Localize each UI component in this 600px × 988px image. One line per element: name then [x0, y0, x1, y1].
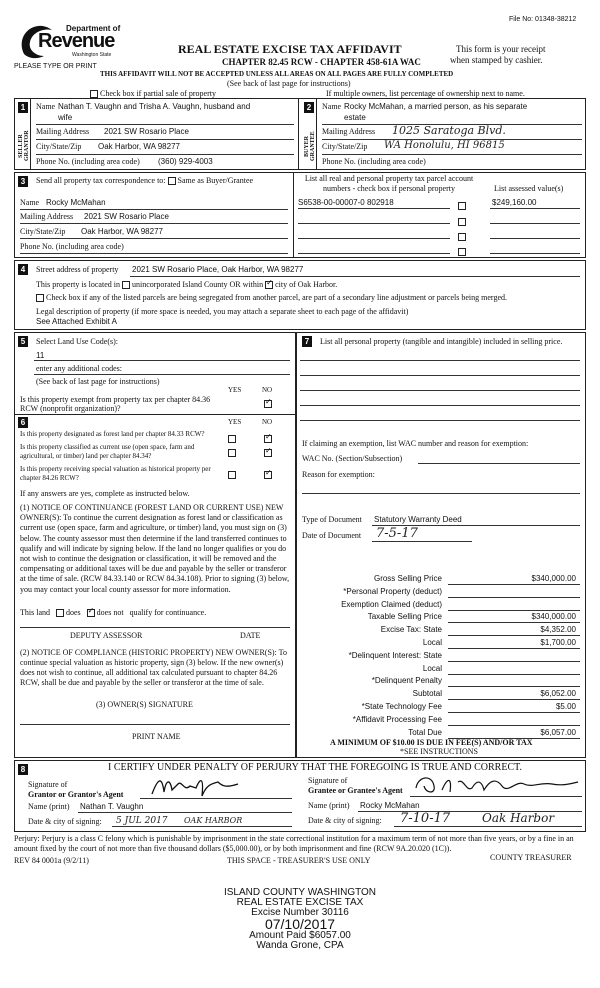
does-checkbox[interactable] [56, 609, 64, 617]
located-row: This property is located in unincorporated Island County OR within ✓ city of Oak Harbor. [36, 280, 337, 289]
divider [20, 627, 290, 628]
land-use-label: Select Land Use Code(s): [36, 337, 118, 346]
multiple-owners-note: If multiple owners, list percentage of ownership next to name. [326, 89, 525, 98]
personal-property-label: List all personal property (tangible and intangible) included in selling price. [320, 337, 563, 346]
calc-label: *Affidavit Processing Fee [352, 714, 442, 724]
divider [298, 208, 450, 209]
same-as-buyer-checkbox[interactable] [168, 177, 176, 185]
calc-underline [448, 635, 580, 636]
divider [490, 223, 580, 224]
divider [298, 238, 450, 239]
treasurer-use: THIS SPACE - TREASURER'S USE ONLY [227, 856, 371, 865]
section-3-badge: 3 [18, 176, 28, 187]
divider [372, 541, 472, 542]
section-1-badge: 1 [18, 102, 28, 113]
sec6-yes: YES [228, 418, 242, 426]
calc-value[interactable]: $340,000.00 [531, 612, 576, 622]
segregated-row: Check box if any of the listed parcels are being segregated from another parcel, are part of a secondary line adjustment or parcels being merged. [36, 293, 507, 302]
reason-label: Reason for exemption: [302, 470, 375, 479]
if-yes-note: If any answers are yes, complete as instructed below. [20, 489, 190, 498]
minimum-fee-note: A MINIMUM OF $10.00 IS DUE IN FEE(S) AND/OR TAX [330, 738, 533, 747]
assessed-header: List assessed value(s) [494, 184, 564, 193]
sec3-city[interactable]: Oak Harbor, WA 98277 [81, 227, 163, 236]
divider [316, 98, 317, 170]
land-use-code[interactable]: 11 [36, 351, 45, 360]
section-7-badge: 7 [302, 336, 312, 347]
assessed-value[interactable]: $249,160.00 [492, 198, 537, 207]
calc-label: Taxable Selling Price [367, 612, 442, 622]
payment-stamp [0, 888, 600, 951]
grantor-date[interactable]: 5 JUL 2017 [116, 816, 168, 826]
sec3-addr-label: Mailing Address [20, 212, 74, 221]
calc-underline [448, 661, 580, 662]
form-revision: REV 84 0001a (9/2/11) [14, 856, 89, 865]
grantor-signature-icon[interactable] [148, 774, 248, 800]
calc-value[interactable]: $340,000.00 [531, 574, 576, 583]
calc-underline [448, 597, 580, 598]
divider [140, 798, 292, 799]
sec3-name-label: Name [20, 198, 40, 207]
doc-date-label: Date of Document [302, 531, 362, 540]
parcel-checkbox-4[interactable] [458, 243, 466, 261]
grantor-city[interactable]: OAK HARBOR [184, 816, 243, 825]
form-chapter: CHAPTER 82.45 RCW - CHAPTER 458-61A WAC [222, 57, 421, 67]
current-use-question: Is this property classified as current use (open space, farm and agricultural, or timber) land per chapter 84.34? [20, 443, 195, 460]
divider [20, 724, 290, 725]
seller-phone[interactable]: (360) 929-4003 [158, 157, 213, 166]
see-instructions: *SEE INSTRUCTIONS [400, 747, 479, 756]
divider [20, 238, 288, 239]
seller-city[interactable]: Oak Harbor, WA 98277 [98, 142, 180, 151]
divider [130, 276, 580, 277]
buyer-side-label: BUYER GRANTEE [304, 131, 316, 161]
divider [322, 154, 582, 155]
seller-city-label: City/State/Zip [36, 142, 82, 151]
seller-phone-label: Phone No. (including area code) [36, 157, 140, 166]
logo-dept: Department of [66, 24, 121, 33]
buyer-addr[interactable]: 1025 Saratoga Blvd. [392, 124, 506, 137]
buyer-phone-label: Phone No. (including area code) [322, 157, 426, 166]
certify-statement: I CERTIFY UNDER PENALTY OF PERJURY THAT THE FOREGOING IS TRUE AND CORRECT. [108, 762, 522, 773]
divider [394, 826, 582, 827]
calc-label: Local [422, 663, 442, 673]
legal-label: Legal description of property (if more space is needed, you may attach a separate sheet to each page of the affidavit) [36, 307, 409, 316]
parcel-number[interactable]: S6538-00-00007-0 802918 [298, 198, 394, 207]
exempt-no-checkbox[interactable] [264, 395, 272, 413]
continuance-row: This land does ✓ does not qualify for continuance. [20, 608, 206, 617]
divider [36, 124, 294, 125]
divider [300, 405, 580, 406]
section-6-badge: 6 [18, 417, 28, 428]
grantor-sig-label: Signature of [28, 780, 68, 789]
exempt-question: Is this property exempt from property tax per chapter 84.36 RCW (nonprofit organization)? [20, 395, 211, 413]
notice-compliance: (2) NOTICE OF COMPLIANCE (HISTORIC PROPERTY) NEW OWNER(S): To continue special valuation as historic property, sign (3) below. If the new owner(s) does not wish to continue, all additional tax calculated pursuant to chapter 84.26 RCW, shall be due and payable by the seller or transferor at the time of sale. [20, 648, 287, 687]
partial-sale-row [90, 89, 216, 98]
calc-value[interactable]: $1,700.00 [540, 638, 576, 647]
divider [20, 209, 288, 210]
calc-value[interactable]: $6,057.00 [540, 727, 576, 737]
calc-label: Local [422, 638, 442, 647]
divider [300, 360, 580, 361]
grantee-date[interactable]: 7-10-17 [400, 811, 451, 826]
divider [298, 223, 450, 224]
divider [78, 812, 292, 813]
calc-underline [448, 648, 580, 649]
perjury-notice: Perjury: Perjury is a class C felony which is punishable by imprisonment in the state correctional institution for a maximum term of not more than five years, or by a fine in an amount fixed by the court of not more than five thousand dollars ($5,000.00), or by both imprisonment and fine (RCW 9A.20.020 (1C)). [14, 834, 574, 853]
calc-underline [448, 674, 580, 675]
buyer-addr-label: Mailing Address [322, 127, 376, 136]
sec6-no: NO [262, 418, 273, 426]
seller-name[interactable]: Nathan T. Vaughn and Trisha A. Vaughn, husband and [58, 102, 251, 111]
additional-codes-label: enter any additional codes: [36, 364, 122, 373]
divider [410, 796, 582, 797]
divider [30, 98, 31, 170]
sec3-city-label: City/State/Zip [20, 227, 66, 236]
partial-sale-checkbox[interactable] [90, 90, 98, 98]
divider [298, 253, 450, 254]
historical-question: Is this property receiving special valuation as historical property per chapter 84.26 RCW? [20, 465, 211, 482]
seller-side-label: SELLER GRANTOR [18, 130, 30, 162]
calc-label: Total Due [408, 727, 442, 737]
seller-name-label: Name [36, 102, 56, 111]
logo-name: Revenue [38, 30, 115, 52]
please-type: PLEASE TYPE OR PRINT [14, 63, 97, 70]
calc-underline [448, 686, 580, 687]
grantor-agent-label: Grantor or Grantor's Agent [28, 790, 124, 799]
reason-field[interactable] [302, 493, 580, 494]
print-name-label: PRINT NAME [132, 732, 181, 741]
notice-continuance: (1) NOTICE OF CONTINUANCE (FOREST LAND OR CURRENT USE) NEW OWNER(S): To continue the current designation as forest land or classification as current use (open space, farm and agriculture, or timber) land, you must sign on (3) below. The county assessor must then determine if the land transferred continues to qualify and will indicate by signing below. If the land no longer qualifies or you do not wish to continue the designation or classification, it will be removed and the compensating or additional taxes will be due and payable by the seller or transferor at the time of sale. (RCW 84.33.140 or RCW 84.34.108). Prior to signing (3) below, you may contact your local county assessor for more information. [20, 503, 290, 594]
owner-signature-label: (3) OWNER(S) SIGNATURE [96, 700, 193, 709]
divider [36, 139, 294, 140]
file-number: File No: 01348-38212 [509, 16, 577, 23]
divider [20, 253, 288, 254]
grantor-name[interactable]: Nathan T. Vaughn [80, 802, 144, 811]
divider [20, 223, 288, 224]
seller-name-2[interactable]: wife [58, 113, 73, 122]
receipt-note-2: when stamped by cashier. [450, 55, 543, 65]
calc-underline [448, 699, 580, 700]
parcel-header: List all real and personal property tax parcel account numbers - check box if personal property [304, 174, 474, 193]
section-4-badge: 4 [18, 264, 28, 275]
logo-state: Washington State [72, 52, 112, 58]
receipt-note: This form is your receipt [456, 44, 546, 54]
seller-addr[interactable]: 2021 SW Rosario Place [104, 127, 189, 136]
current-use-yes-checkbox[interactable] [228, 444, 236, 462]
divider [490, 208, 580, 209]
stamp-amount: Amount Paid $6057.00 [249, 930, 351, 941]
grantee-signature-icon[interactable] [412, 772, 582, 798]
sec3-phone-label: Phone No. (including area code) [20, 242, 124, 251]
doc-type-label: Type of Document [302, 515, 362, 524]
stamp-county: ISLAND COUNTY WASHINGTON [223, 887, 377, 898]
wac-field[interactable] [418, 463, 580, 464]
calc-label: Exemption Claimed (deduct) [341, 599, 442, 609]
county-treasurer: COUNTY TREASURER [490, 853, 572, 862]
warning-text: THIS AFFIDAVIT WILL NOT BE ACCEPTED UNLESS ALL AREAS ON ALL PAGES ARE FULLY COMPLETED [100, 70, 454, 78]
street-label: Street address of property [36, 265, 119, 274]
segregated-checkbox[interactable] [36, 294, 44, 302]
stamp-date: 07/10/2017 [264, 916, 336, 932]
divider [36, 154, 294, 155]
sec3-name[interactable]: Rocky McMahan [46, 198, 106, 207]
calc-label: *Delinquent Interest: State [348, 650, 442, 660]
calc-label: Excise Tax: State [380, 625, 442, 635]
calc-label: Gross Selling Price [373, 574, 442, 583]
calc-underline [448, 584, 580, 585]
section-8-badge: 8 [18, 764, 28, 775]
calc-label: *Personal Property (deduct) [343, 586, 442, 596]
grantee-sig-label: Signature of [308, 776, 348, 785]
calc-value[interactable]: $5.00 [555, 702, 576, 711]
section-5-badge: 5 [18, 336, 28, 347]
stamp-tax: REAL ESTATE EXCISE TAX [236, 897, 364, 908]
grantee-date-label: Date & city of signing: [308, 816, 382, 825]
doc-type[interactable]: Statutory Warranty Deed [374, 515, 462, 524]
see-back-note: (See back of last page for instructions) [227, 79, 351, 88]
buyer-name[interactable]: Rocky McMahan, a married person, as his separate [344, 102, 528, 111]
unincorporated-checkbox[interactable] [122, 281, 130, 289]
divider [34, 374, 290, 375]
grantee-city[interactable]: Oak Harbor [482, 811, 555, 825]
calc-label: Subtotal [412, 689, 442, 699]
date-label: DATE [240, 631, 261, 640]
divider [300, 375, 580, 376]
current-use-no-checkbox[interactable] [264, 444, 272, 462]
exemption-label: If claiming an exemption, list WAC number and reason for exemption: [302, 439, 529, 448]
buyer-name-2[interactable]: estate [344, 113, 366, 122]
grantor-date-label: Date & city of signing: [28, 817, 102, 826]
form-title: REAL ESTATE EXCISE TAX AFFIDAVIT [178, 42, 402, 56]
divider [298, 98, 299, 170]
calc-underline [448, 622, 580, 623]
buyer-city[interactable]: WA Honolulu, HI 96815 [384, 140, 505, 151]
grantor-name-label: Name (print) [28, 802, 70, 811]
calc-underline [448, 610, 580, 611]
stamp-excise-number: Excise Number 30116 [251, 907, 349, 918]
grantee-agent-label: Grantee or Grantee's Agent [308, 786, 403, 795]
wac-label: WAC No. (Section/Subsection) [302, 454, 403, 463]
deputy-assessor-label: DEPUTY ASSESSOR [70, 631, 143, 640]
calc-underline [448, 712, 580, 713]
send-tax-correspondence: Send all property tax correspondence to: Same as Buyer/Grantee [36, 176, 254, 185]
divider [14, 414, 296, 415]
grantee-name-label: Name (print) [308, 801, 350, 810]
sec5-see-back: (See back of last page for instructions) [36, 377, 160, 386]
divider [490, 253, 580, 254]
calc-value[interactable]: $6,052.00 [540, 689, 576, 699]
seller-addr-label: Mailing Address [36, 127, 90, 136]
section-2-badge: 2 [304, 102, 314, 113]
partial-sale-label: Check box if partial sale of property [100, 89, 216, 98]
calc-underline [448, 725, 580, 726]
legal-description[interactable]: See Attached Exhibit A [36, 317, 117, 326]
divider [490, 238, 580, 239]
forest-question: Is this property designated as forest land per chapter 84.33 RCW? [20, 430, 205, 438]
sec5-no: NO [262, 386, 273, 394]
divider [300, 420, 580, 421]
buyer-name-label: Name [322, 102, 342, 111]
divider [293, 172, 294, 258]
calc-label: *State Technology Fee [361, 702, 442, 711]
divider [300, 390, 580, 391]
divider [34, 360, 290, 361]
dor-logo [16, 22, 126, 64]
does-not-checkbox[interactable] [87, 609, 95, 617]
historical-no-checkbox[interactable] [264, 466, 272, 484]
city-checkbox[interactable] [265, 281, 273, 289]
calc-label: *Delinquent Penalty [371, 676, 442, 686]
divider [112, 826, 292, 827]
street-address[interactable]: 2021 SW Rosario Place, Oak Harbor, WA 98277 [132, 265, 304, 274]
calc-value[interactable]: $4,352.00 [540, 625, 576, 635]
doc-date[interactable]: 7-5-17 [376, 526, 418, 541]
sec3-addr[interactable]: 2021 SW Rosario Place [84, 212, 169, 221]
sec5-yes: YES [228, 386, 242, 394]
stamp-treasurer: Wanda Grone, CPA [256, 940, 344, 951]
grantee-name[interactable]: Rocky McMahan [360, 801, 420, 810]
historical-yes-checkbox[interactable] [228, 466, 236, 484]
buyer-city-label: City/State/Zip [322, 142, 368, 151]
